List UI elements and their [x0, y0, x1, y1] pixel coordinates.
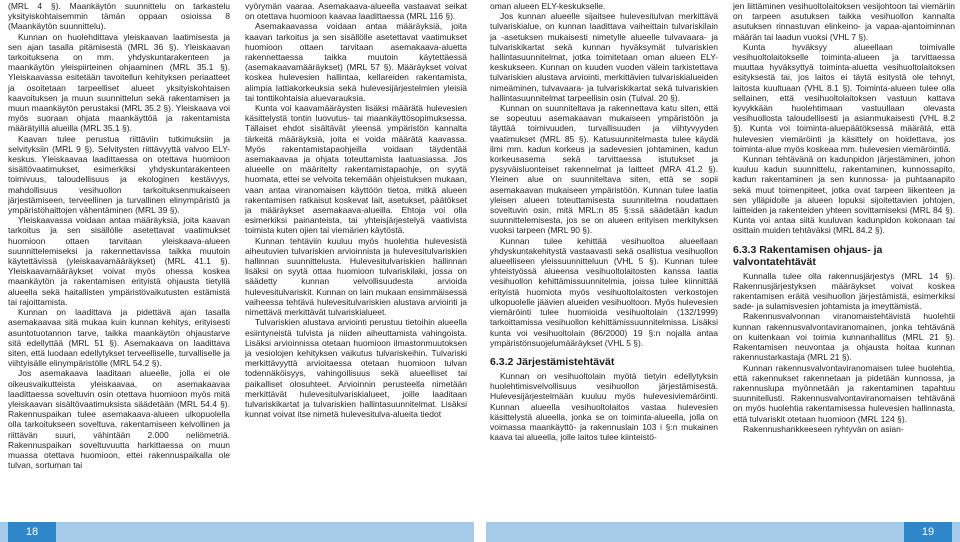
page-footer: [0, 522, 960, 542]
paragraph: jen liittäminen vesihuoltolaitoksen vesijohtoon tai viemäriin on tarpeen asutuksen taikka vesihuollon kannalta asutuksen rinnastuvan elinkeino- ja vapaa-ajantoiminnan määrän tai laadun vuoksi (VHL 7 §).: [733, 1, 955, 42]
footer-bar-left: [0, 522, 474, 542]
paragraph: Kunnan on laadittava ja pidettävä ajan tasalla asemakaavaa sitä mukaa kuin kunnan kehitys, erityisesti asuntotuotannon tarve, taikka maankäytön ohjaustarve sitä edellyttää (MRL 51 §). Asemakaava on laadittava siten, että luodaan edellytykset terveelliselle, turvalliselle ja viihtyisälle elinympäristölle (MRL 54.2 §).: [8, 307, 230, 369]
section-heading: 6.3.3 Rakentamisen ohjaus- ja valvontatehtävät: [733, 243, 883, 268]
paragraph: Kunnan on huolehdittava yleiskaavan laatimisesta ja sen ajan tasalla pitämisestä (MRL 36 §). Yleiskaavan tarkoituksena on mm. yhdyskuntarakenteen ja maankäytön yleispiirteinen ohjaaminen (MRL 35.1 §). Yleiskaavassa esitetään tavoitellun kehityksen periaatteet ja osoitetaan tarpeelliset alueet yksityiskohtaisen kaavoituksen ja muun suunnittelun sekä rakentamisen ja muun maankäytön perustaksi (MRL 35.2 §). Yleiskaava voi myös suoraan ohjata maankäyttöä ja rakentamista määrätyillä alueilla (MRL 35.1 §).: [8, 31, 230, 134]
paragraph: Kunta hyväksyy alueellaan toimivalle vesihuoltolaitokselle toiminta-alueen ja tarvittaessa muuttaa hyväksyttyä toiminta-aluetta vesihuoltolaitoksen esityksestä tai, jos laitos ei täytä esitystä ole tehnyt, laitosta kuultuaan (VHL 8.1 §). Toiminta-alueen tulee olla sellainen, että vesihuoltolaitoksen vastuun kattava kyvykkään huolehtimaan vastuullaan olevasta vesihuollosta taloudellisesti ja asianmukaisesti (VHL 8.2 §). Kunta voi toiminta-aluepäätöksessä määrätä, että hulevesien viemäröinti ja käsittely on hoidettava, jos toiminta-alue myös koskeaa mm. hulevesien viemäröintiä.: [733, 41, 955, 154]
paragraph: Kunta voi kaavamääräysten lisäksi määrätä hulevesien käsittelystä tontin luovutus- tai maankäyttösopimuksessa. Tällaiset ehdot sisältävät yleensä ympäristön kannalta tärkeitä määräyksiä, joita ei voida määrätä kaavassa. Myös rakentamistapaohjeilla voidaan täydentää asemakaavaa ja ohjata toteuttamista laatuasiassa. Jos alueelle on määritelty rakentamistapaohje, on syytä huomata, ettei se velvoita tekemään ohjeistuksen mukaan, vaan antaa viranomaisen käyttöön tietoa, mitkä alueen rakentamisen ratkaisut koskevat lait, asetukset, päätökset ja määräykset asemakaava-alueilla. Ehtoja voi olla esimerkiksi painanteista, tai yhteisjärjestelyä vaativista toimista kuten ojien tai viemärien käytöstä.: [245, 103, 467, 236]
text-column-1: [8, 1, 230, 520]
paragraph: Kunnalla tulee olla rakennusjärjestys (MRL 14 §). Rakennusjärjestyksen määräykset voivat koskea rakentamisen eräitä vesihuollon järjestämistä, esimerkiksi sade- ja sulamisvesien johtamista ja imeyttämistä.: [733, 270, 955, 312]
paragraph: Jos asemakaava laaditaan alueelle, jolla ei ole oikeusvaikutteista yleiskaavaa, on asemakaavaa laadittaessa soveltuvin osin otettava huomioon myös mitä yleiskaavan sisältövaatimuksista säädetään (MRL 54.4 §). Rakennuspaikan tulee asemakaava-alueen ulkopuolella olla tarkoitukseen soveltuva, rakentamiseen kelvollinen ja riittävän suuri, vähintään 2.000 neliömetriä. Rakennuspaikan soveltuvuutta harkittaessa on muun muassa otettava huomioon, ettei rakennuspaikalla ole tulvan, sortuman tai: [8, 368, 230, 471]
paragraph: Yleiskaavassa voidaan antaa määräyksiä, joita kaavan tarkoitus ja sen sisällölle asetettavat vaatimukset huomioon ottaen tarvitaan yleiskaava-alueen suunnittelemiseksi ja rakennettavissa taikka muutoin käytettävissä (yleiskaavamääräykset) (MRL 41.1 §). Yleiskaavamääräykset voivat myös ohessa koskea maankäytön ja rakentamisen erityistä ohjausta tietyllä alueella sekä haitallisten ympäristövaikutusten estämistä tai rajoittamista.: [8, 215, 230, 307]
paragraph: Jos kunnan alueelle sijaitsee hulevesitulvan merkittävä tulvariskialue, on kunnan laadittava vaiheittain tulvariskilain ja -asetuksen mukaisesti nimetylle alueelle tulvavaara- ja tulvariskikartat sekä kunnan hyväksymät tulvariskien hallintasuunnitelmat, jotka toimitetaan oman alueen ELY-keskukseen. Kunnan on kuuden vuoden välein tarkistettava tulvariskien alustava arviointi, merkittävien tulvariskialueiden nimeäminen, tulvavaara- ja tulvariskikartat sekä tulvariskien hallintasuunnitelmat tarpeellisin osin (Tulval. 20 §).: [490, 11, 718, 103]
paragraph: Kunnan on suunniteltava ja rakennettava katu siten, että se sopeutuu asemakaavan mukaiseen ympäristöön ja täyttää toimivuuden, turvallisuuden ja viihtyvyyden vaatimukset (MRL 85 §). Katusuunnitelmasta tulee käydä ilmi mm. kadun korkeus ja sadevesien johtaminen, kadun korkeusasema sekä tarvittaessa istutukset ja pysyväisluonteiset rakennelmat ja laitteet (MRA 41.2 §). Yleinen alue on suunniteltava siten, että se sopii asemakaavan mukaiseen ympäristöön. Kunnan tulee laatia yleisen alueen toteuttamisesta suunnitelma noudattaen soveltuvin osin, mitä MRL:n 85 §:ssä säädetään kadun suunnittelemisesta, jos se on alueen erityisen merkityksen vuoksi tarpeen (MRL 90 §).: [490, 103, 718, 236]
text-column-2: [245, 1, 467, 520]
paragraph: vyörymän vaaraa. Asemakaava-alueella vastaavat seikat on otettava huomioon kaavaa laadittaessa (MRL 116 §).: [245, 1, 467, 22]
text-column-4: [733, 1, 955, 520]
page-number-right: 19: [904, 522, 952, 542]
paragraph: (MRL 4 §). Maankäytön suunnittelu on tarkastelu yksityiskohtaisemmin tämän oppaan osioissa 8 (Maankäytön suunnittelu).: [8, 1, 230, 32]
paragraph: Asemakaavassa voidaan antaa määräyksiä, joita kaavan tarkoitus ja sen sisällölle asetettavat vaatimukset huomioon ottaen tarvitaan asemakaava-aluetta rakennettaessa taikka muutoin käytettäessä (asemakaavamääräykset) (MRL 57 §). Määräykset voivat koskea hulevesien hallintaa, kellareiden rakentamista, alimpia lattiakorkeuksia sekä hulevesijärjestelmien yleisiä tai tonttikohtaisia aluevarauksia.: [245, 21, 467, 103]
paragraph: Rakennusvalvonnan viranomaistehtävistä huolehtii kunnan rakennusvalvontaviranomainen, jonka tehtävänä on kuitenkaan voi toimia kunnanhallitus (MRL 21 §). Rakentamisen neuvontaa ja ohjausta hoitaa kunnan rakennustarkastaja (MRL 21 §).: [733, 311, 955, 363]
paragraph: Kunnan tehtävänä on kadunpidon järjestäminen, johon kuuluu kadun suunnittelu, rakentaminen, kunnossapito, kadun rakentaminen ja sen kunnossa- ja puhtaanapito sekä muut toimenpiteet, jotka ovat tarpeen liikenteen ja sen ylläpidolle ja alueen lopuksi sijoitettavien johtojen, laitteiden ja rakenteiden yhteen sovittamiseksi (MRL 84 §). Kunta voi antaa siitä kuuluvan kadunpidon kokonaan tai osittain muiden tehtäväksi (MRL 84.2 §).: [733, 154, 955, 236]
paragraph: Kunnan rakennusvalvontaviranomaisen tulee huolehtia, että rakennukset rakennetaan ja pidetään kunnossa, ja rakennuslupa myönnetään ja rakentaminen tapahtuu suunnitellusti. Rakennusvalvontaviranomaisen tehtävänä on myös huolehtia rakentamisessa hulevesien hallinnasta, että tulvariskit otetaan huomioon (MRL 124 §).: [733, 362, 955, 424]
paragraph: Rakennushankkeeseen ryhtyvän on asian-: [743, 423, 904, 434]
text-column-3: [490, 1, 718, 520]
paragraph: Kunnan on vesihuoltolain myötä tietyin edellytyksin huolehtimisvelvollisuus vesihuollon järjestämisestä. Hulevesijärjestelmään kuuluu myös hulevesiviemäröinti. Kunnan alueella vesihuoltolaitos vastaa hulevesien käsittelystä alueella, jonka se on toiminta-alueella, jolla on voimassa maankäyttö- ja rakennuslain 103 i §:n mukainen kaava tai alueella, jolle laitos tulee kiinteistö-: [490, 370, 718, 443]
paragraph: Kaavan tulee perustua riittäviin tutkimuksiin ja selvityksiin (MRL 9 §). Selvitysten riittävyyttä valvoo ELY-keskus. Yleiskaavaa laadittaessa on otettava huomioon sisältövaatimukset, esimerkiksi yhdyskuntarakenteen toimivuus, taloudellisuus ja ekologinen kestävyys, mahdollisuus vesihuollon tarkoituksenmukaiseen järjestämiseen, terveellinen ja turvallinen elinympäristö ja ympäristöhaittojen vähentäminen (MRL 39 §).: [8, 133, 230, 216]
page-number-left: 18: [8, 522, 56, 542]
section-heading: 6.3.2 Järjestämistehtävät: [490, 355, 615, 368]
page-spine-gap: [474, 522, 486, 542]
paragraph: Kunnan tulee kehittää vesihuoltoa alueellaan yhdyskuntakehitystä vastaavasti sekä osallistua vesihuollon alueelliseen yleissuunnitteluun (VHL 5 §). Kunnan tulee yhteistyössä alueensa vesihuoltolaitosten kanssa laatia vesihuollon kehittämissuunnitelmia, joissa tulee kiinnittää erityistä huomiota myös vesihuoltolaitosten verkostojen ulkopuolelle jäävien alueiden vesihuoltoon. Myös hulevesien viemäröinti tulee huomioida vesihuoltolain (132/1999) tarkoittamissa vesihuollon kehittämissuunnitelmissa. Lisäksi kunta voi vesihuoltolain (86/2000) 19 §:n nojalla antaa ympäristönsuojelumääräykset (VHL 5 §).: [490, 235, 718, 348]
paragraph: Kunnan tehtäviin kuuluu myös huolehtia hulevesistä aiheutuvien tulvariskien arvioinnista ja hulevesitulvariskien hallinnan suunnittelusta. Hulevesitulvariskien hallinnan lisäksi on syytä ottaa huomioon tulvariskilaki, jossa on säädetty kunnan velvollisuudesta arvioida hulevesitulvariskit. Kunnan on lain mukaan ensimmäisessä vaiheessa tehtävä hulevesitulvariskien alustava arviointi ja nimettävä merkittävät tulvariskialueet.: [245, 235, 467, 318]
paragraph: oman alueen ELY-keskukselle.: [490, 1, 606, 11]
footer-bar-right: [486, 522, 960, 542]
paragraph: Tulvariskien alustava arviointi perustuu tietoihin alueella esiintyneistä tulvista ja niiden aiheuttamista vahingoista. Lisäksi arvioinnissa otetaan huomioon ilmastonmuutoksen ja vesiolojen kehityksen vaikutus tulvariskeihin. Tulvariski merkittävyyttä arvioitaessa otetaan huomioon tulvan todennäköisyys, vahingollisuus sekä alueelliset tai paikalliset olosuhteet. Arvioinnin perusteella nimetään merkittävät hulevesitulvariskialueet, joille laaditaan tulvariskikartat ja tulvariskien hallintasuunnitelmat. Lisäksi kunnat voivat itse nimetä hulevesitulva-alueita tiedot: [245, 317, 467, 420]
